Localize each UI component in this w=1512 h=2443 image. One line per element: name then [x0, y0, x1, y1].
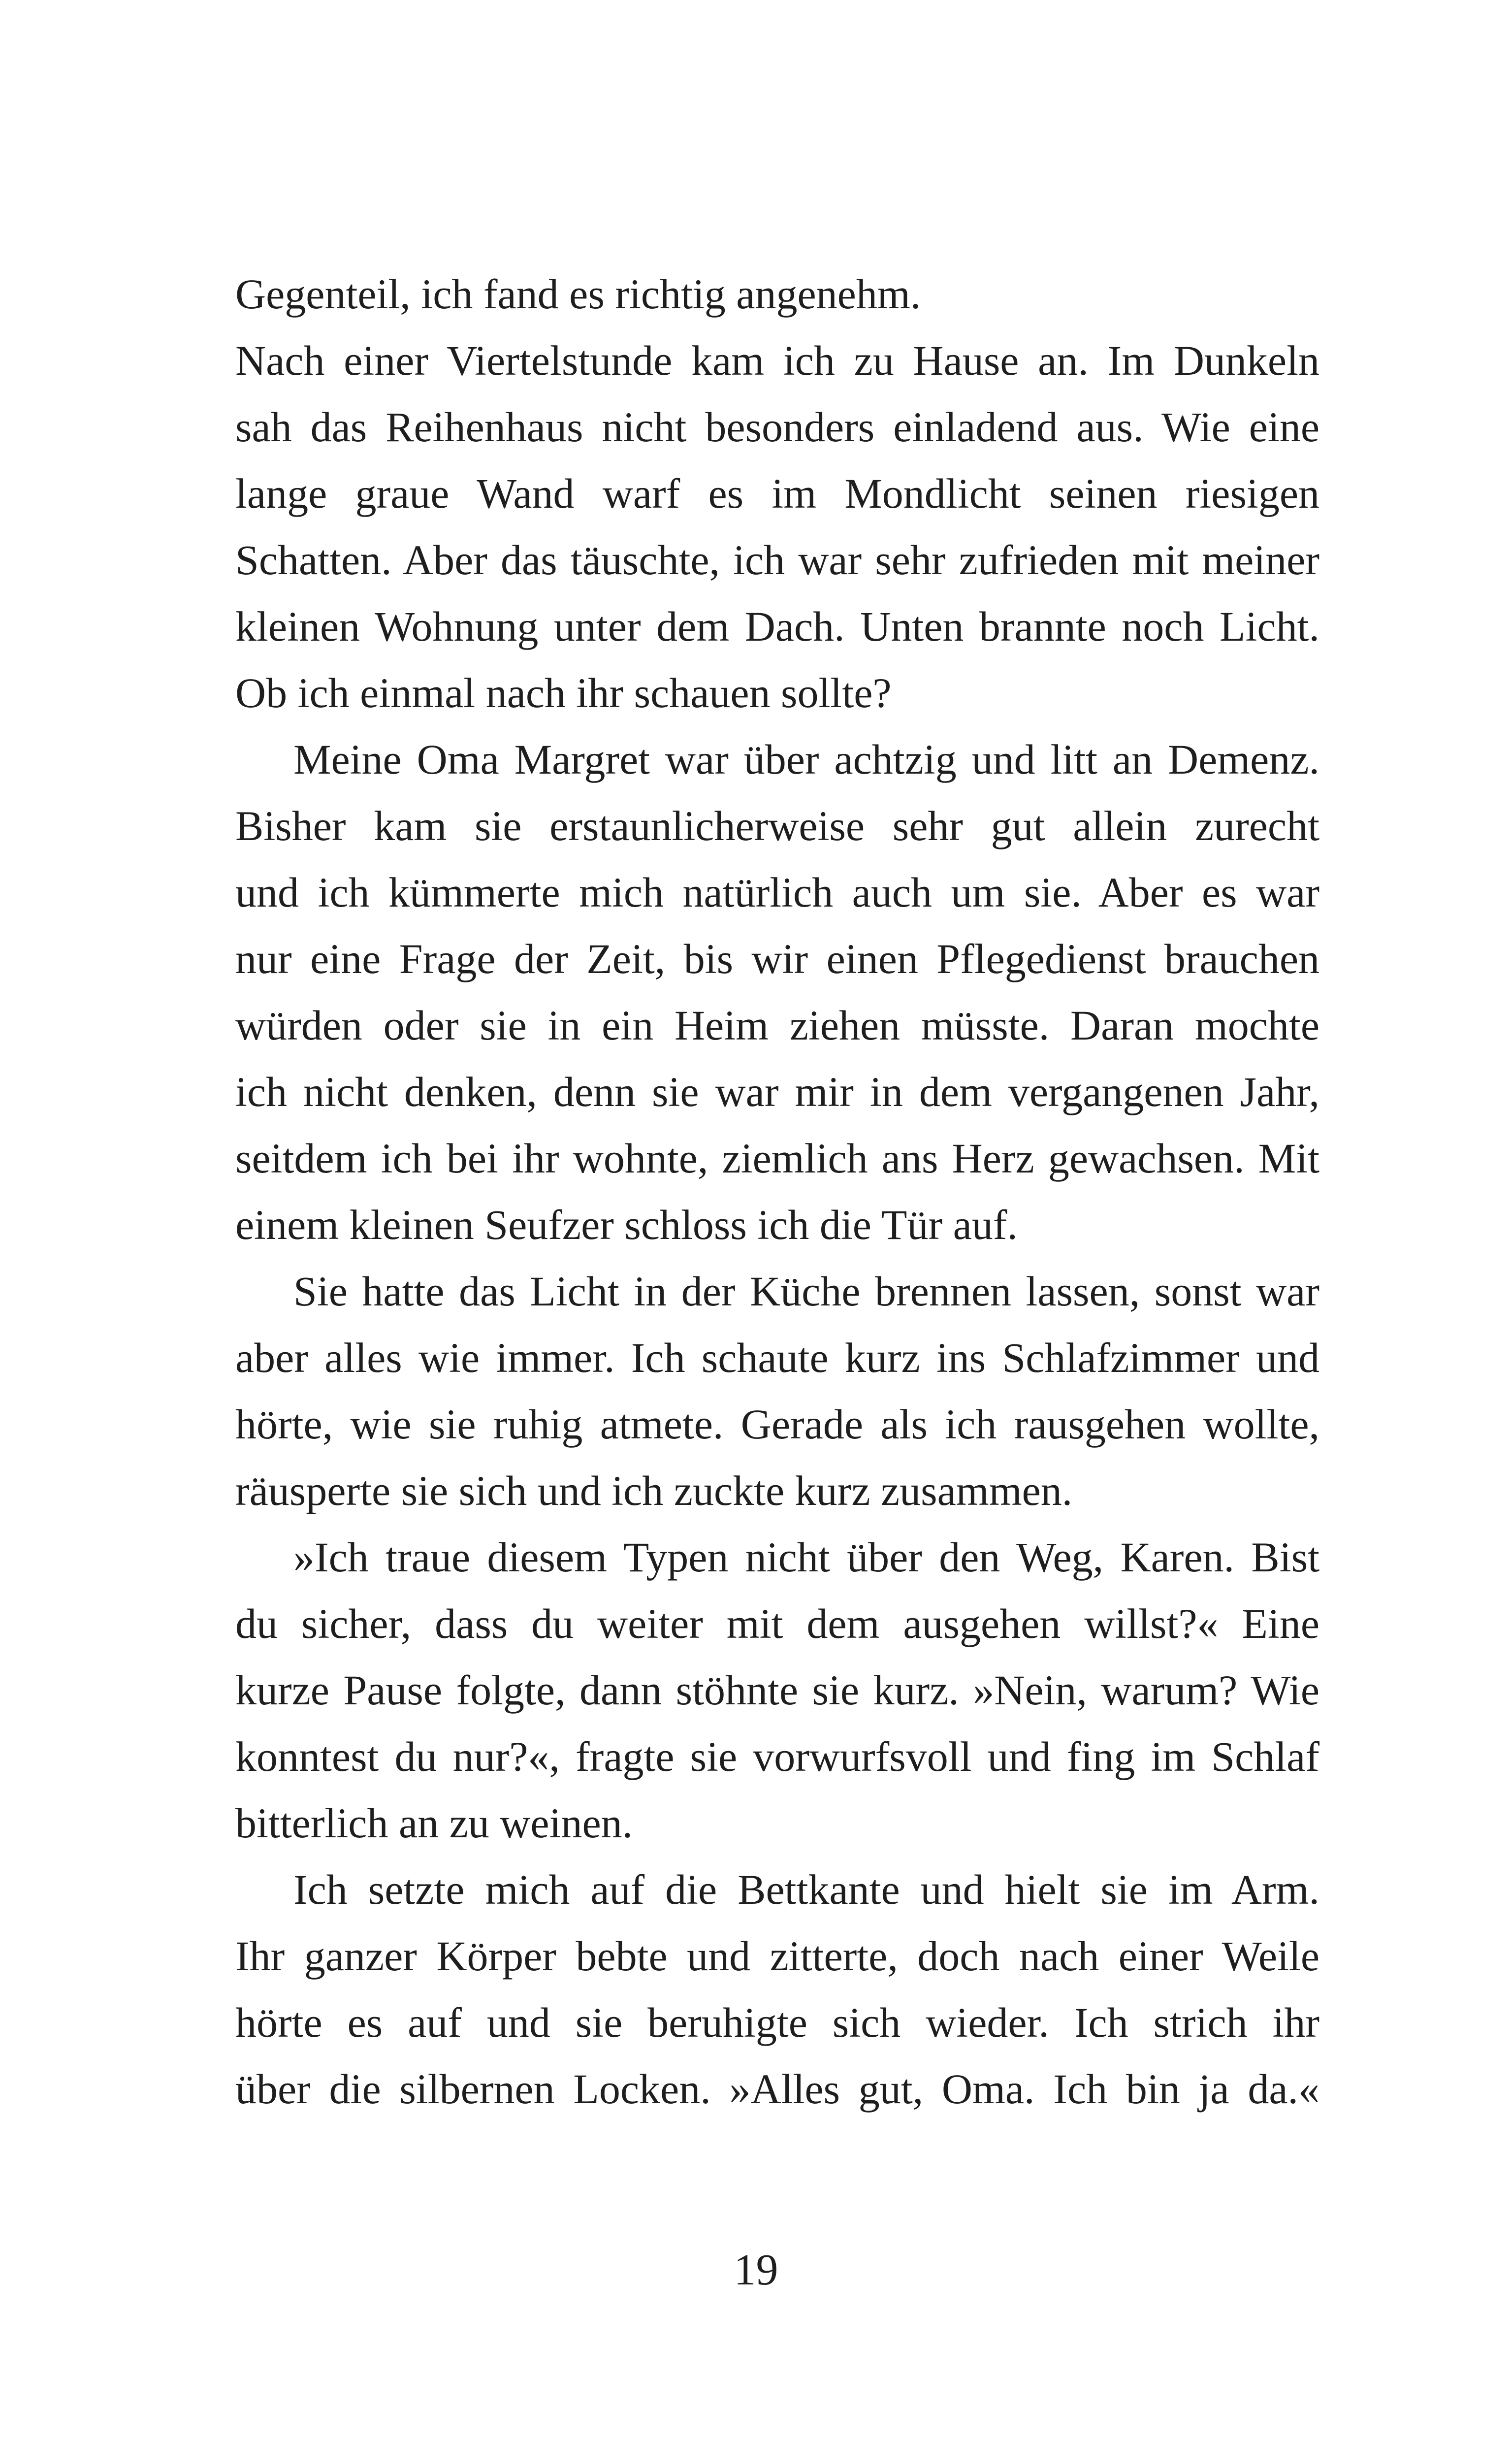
text-line: hörte, wie sie ruhig atmete. Gerade als ich rausgehen wollte, [235, 1401, 1319, 1448]
text-line: hörte es auf und sie beruhigte sich wieder. Ich strich ihr [235, 1999, 1319, 2046]
text-line: du sicher, dass du weiter mit dem ausgehen willst?« Eine [235, 1600, 1319, 1647]
text-line: seitdem ich bei ihr wohnte, ziemlich ans Herz gewachsen. Mit [235, 1135, 1319, 1182]
text-line: Nach einer Viertelstunde kam ich zu Hause an. Im Dunkeln [235, 337, 1319, 384]
text-line: lange graue Wand warf es im Mondlicht seinen riesigen [235, 470, 1319, 517]
text-line: sah das Reihenhaus nicht besonders einladend aus. Wie eine [235, 403, 1319, 451]
text-line: aber alles wie immer. Ich schaute kurz ins Schlafzimmer und [235, 1334, 1319, 1381]
text-line: kurze Pause folgte, dann stöhnte sie kurz. »Nein, warum? Wie [235, 1666, 1319, 1714]
page-number: 19 [734, 2246, 778, 2294]
text-line: Bisher kam sie erstaunlicherweise sehr gut allein zurecht [235, 802, 1319, 849]
text-line: Gegenteil, ich fand es richtig angenehm. [235, 270, 921, 318]
text-line: über die silbernen Locken. »Alles gut, Oma. Ich bin ja da.« [235, 2065, 1319, 2113]
text-line: kleinen Wohnung unter dem Dach. Unten brannte noch Licht. [235, 603, 1319, 650]
text-line: einem kleinen Seufzer schloss ich die Tür auf. [235, 1201, 1018, 1248]
text-line: bitterlich an zu weinen. [235, 1799, 633, 1847]
paragraph-first-line: »Ich traue diesem Typen nicht über den Weg, Karen. Bist [293, 1533, 1319, 1581]
text-line: räusperte sie sich und ich zuckte kurz zusammen. [235, 1467, 1073, 1514]
paragraph-first-line: Sie hatte das Licht in der Küche brennen lassen, sonst war [293, 1268, 1319, 1315]
body-text [235, 261, 1319, 2122]
text-line: Ob ich einmal nach ihr schauen sollte? [235, 669, 892, 717]
text-line: ich nicht denken, denn sie war mir in dem vergangenen Jahr, [235, 1068, 1319, 1115]
text-line: und ich kümmerte mich natürlich auch um sie. Aber es war [235, 869, 1319, 916]
paragraph-first-line: Meine Oma Margret war über achtzig und litt an Demenz. [293, 736, 1319, 783]
text-line: würden oder sie in ein Heim ziehen müsste. Daran mochte [235, 1002, 1319, 1049]
text-line: Schatten. Aber das täuschte, ich war sehr zufrieden mit meiner [235, 536, 1319, 584]
text-line: nur eine Frage der Zeit, bis wir einen Pflegedienst brauchen [235, 935, 1319, 982]
text-line: konntest du nur?«, fragte sie vorwurfsvoll und fing im Schlaf [235, 1733, 1319, 1780]
paragraph-first-line: Ich setzte mich auf die Bettkante und hielt sie im Arm. [293, 1866, 1319, 1913]
text-line: Ihr ganzer Körper bebte und zitterte, doch nach einer Weile [235, 1932, 1319, 1980]
